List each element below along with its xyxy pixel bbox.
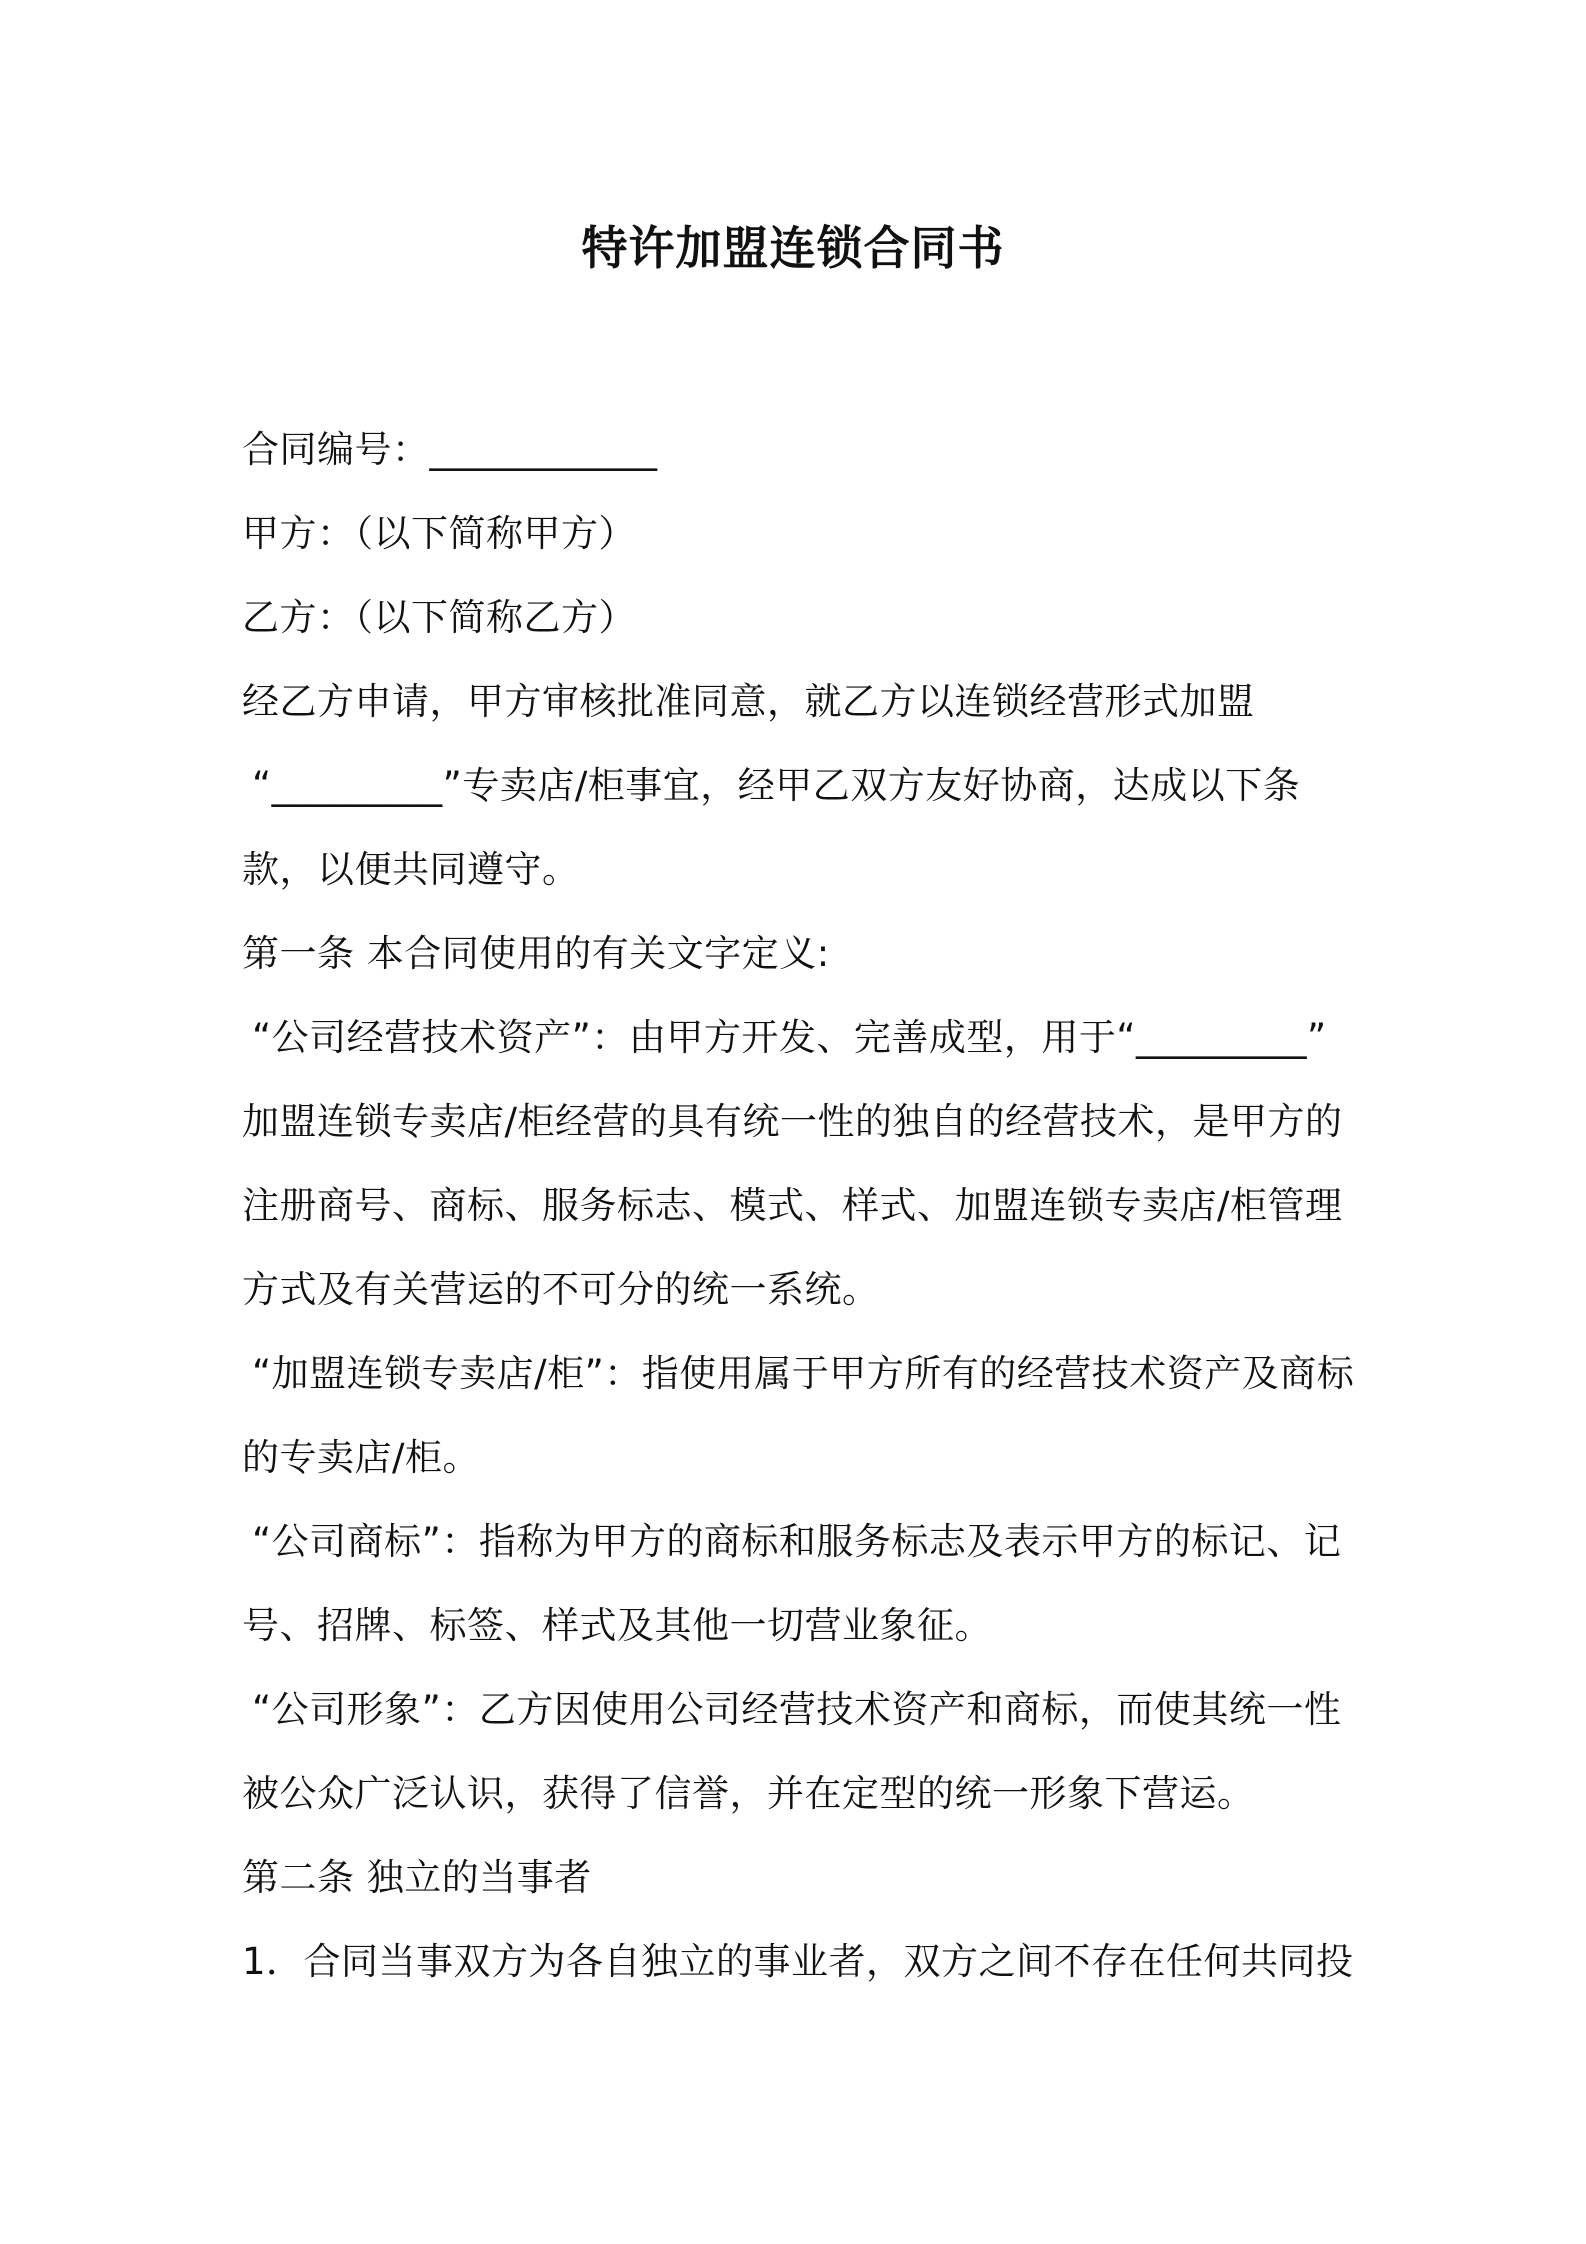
paragraph-line: 1．合同当事双方为各自独立的事业者，双方之间不存在任何共同投 — [242, 1940, 1354, 1983]
paragraph-line: “_________”专卖店/柜事宜，经甲乙双方友好协商，达成以下条 — [252, 764, 1301, 807]
paragraph-line: “公司经营技术资产”：由甲方开发、完善成型，用于“_________” — [252, 1016, 1327, 1059]
paragraph-line: 的专卖店/柜。 — [242, 1436, 480, 1479]
paragraph-line: “加盟连锁专卖店/柜”：指使用属于甲方所有的经营技术资产及商标 — [252, 1352, 1355, 1395]
paragraph-line: 经乙方申请，甲方审核批准同意，就乙方以连锁经营形式加盟 — [242, 680, 1255, 723]
paragraph-line: 加盟连锁专卖店/柜经营的具有统一性的独自的经营技术，是甲方的 — [242, 1100, 1343, 1143]
document-body — [242, 408, 1382, 2004]
paragraph-line: 注册商号、商标、服务标志、模式、样式、加盟连锁专卖店/柜管理 — [242, 1184, 1343, 1227]
article-heading: 第二条 独立的当事者 — [242, 1856, 592, 1899]
document-title: 特许加盟连锁合同书 — [581, 221, 1005, 275]
party-a-line: 甲方：（以下简称甲方） — [242, 512, 636, 555]
paragraph-line: 被公众广泛认识，获得了信誉，并在定型的统一形象下营运。 — [242, 1772, 1255, 1815]
paragraph-line: 方式及有关营运的不可分的统一系统。 — [242, 1268, 880, 1311]
party-b-line: 乙方：（以下简称乙方） — [242, 596, 636, 639]
paragraph-line: “公司商标”：指称为甲方的商标和服务标志及表示甲方的标记、记 — [252, 1520, 1342, 1563]
paragraph-line: “公司形象”：乙方因使用公司经营技术资产和商标，而使其统一性 — [252, 1688, 1342, 1731]
paragraph-line: 号、招牌、标签、样式及其他一切营业象征。 — [242, 1604, 992, 1647]
paragraph-line: 款，以便共同遵守。 — [242, 848, 580, 891]
contract-number-line: 合同编号：____________ — [242, 428, 658, 471]
article-heading: 第一条 本合同使用的有关文字定义: — [242, 932, 830, 975]
